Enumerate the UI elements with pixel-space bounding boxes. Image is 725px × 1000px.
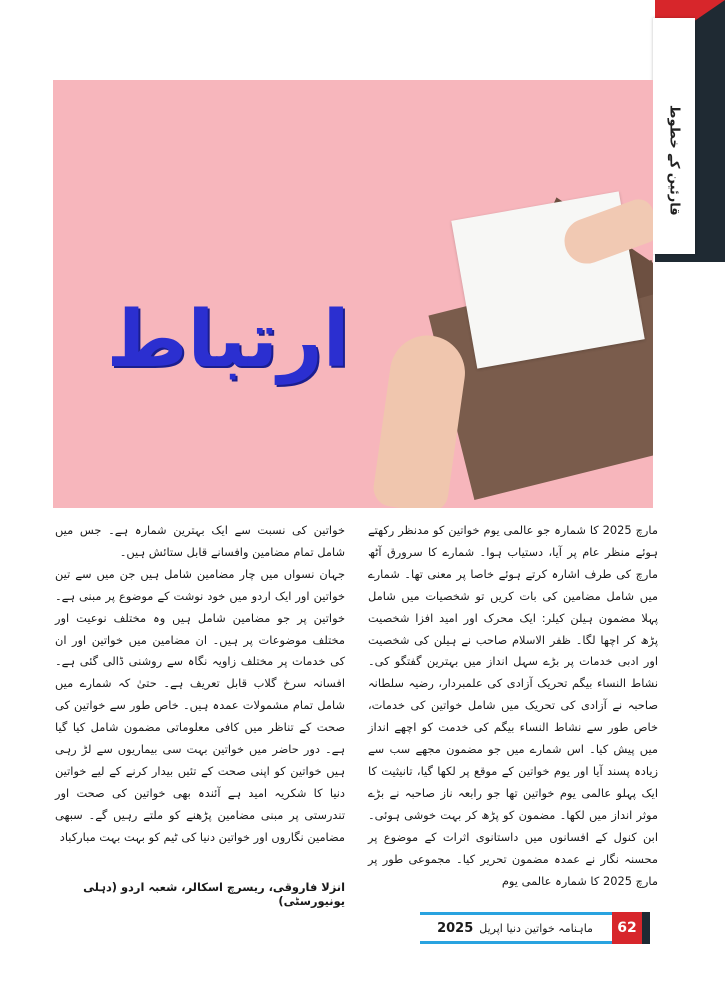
author-signature: انزلا فاروقی، ریسرچ اسکالر، شعبہ اردو (دہلی یونیورسٹی) [83, 880, 345, 908]
paragraph: خواتین کی نسبت سے ایک بہترین شمارہ ہے۔ جس میں شامل تمام مضامین وافسانے قابل ستائش ہیں۔ [55, 523, 345, 559]
footer-magazine-name: ماہنامہ خواتین دنیا اپریل [479, 921, 593, 935]
hero-title: ارتباط [106, 295, 350, 385]
footer-year: 2025 [437, 920, 474, 936]
paragraph: مارچ 2025 کا شمارہ جو عالمی یوم خواتین کو مدنظر رکھتے ہوئے منظر عام پر آیا، دستیاب ہوا۔ شمارے کا سرورق آٹھ مارچ کی طرف اشارہ کرتے ہوئے خاصا پر معنی تھا۔ شمارے میں شامل مضامین کی بات کریں تو شخصیات میں شامل پہلا مضمون ہیلن کیلر: ایک محرک اور امید افزا شخصیت پڑھ کر اچھا لگا۔ ظفر الاسلام صاحب نے ہیلن کی شخصیت اور ادبی خدمات پر بڑے سہل انداز میں بہترین گفتگو کی۔ نشاط النساء بیگم تحریک آزادی کی علمبردار، رضیہ سلطانہ صاحبہ نے آزادی کی تحریک میں شامل خواتین کی خدمات، خاص طور سے نشاط النساء بیگم کی خدمت کو اچھے انداز میں پیش کیا۔ اس شمارے میں جو مضمون مجھے سب سے زیادہ پسند آیا اور یوم خواتین کے موقع پر لکھا گیا، تانیثیت کا ایک پہلو عالمی یوم خواتین تھا جو رابعہ ناز صاحبہ نے بڑے موثر انداز میں لکھا۔ مضمون کو پڑھ کر بہت خوشی ہوئی۔ ابن کنول کے افسانوں میں داستانوی اثرات کے موضوع پر محسنہ نگار نے عمدہ مضمون تحریر کیا۔ مجموعی طور پر مارچ 2025 کا شمارہ عالمی یوم [368, 523, 659, 888]
page-number: 62 [612, 912, 642, 944]
footer-magazine [420, 914, 610, 942]
hand-left [371, 331, 470, 508]
article-column-right [368, 520, 658, 892]
hero-image [53, 80, 653, 508]
paragraph: جہان نسواں میں چار مضامین شامل ہیں جن میں سے تین خواتین اور ایک اردو میں خود نوشت کے موضوع پر مبنی ہے۔ خواتین پر جو مضامین شامل ہیں وہ مختلف نوعیت اور مختلف موضوعات پر ہیں۔ ان مضامین میں خواتین اور ان کی خدمات پر مختلف زاویہ نگاہ سے روشنی ڈالی گئی ہے۔ افسانہ سرخ گلاب قابل تعریف ہے۔ حتیٰ کہ شمارے میں شامل تمام مشمولات عمدہ ہیں۔ خاص طور سے خواتین کی صحت کے تناظر میں کافی معلوماتی مضمون شامل کیا گیا ہے۔ دور حاضر میں خواتین بہت سی بیماریوں سے لڑ رہی ہیں خواتین کو اپنی صحت کے تئیں بیدار کرنے کے لیے خواتین دنیا کا شکریہ امید ہے آئندہ بھی خواتین کی صحت اور تندرستی پر مبنی مضامین پڑھنے کو ملتے رہیں گے۔ سبھی مضامین نگاروں اور خواتین دنیا کی ٹیم کو بہت بہت مبارکباد [55, 566, 345, 844]
footer-dark-block [642, 912, 650, 944]
article-column-left [55, 520, 345, 849]
section-label: قارئین کے خطوط [666, 104, 682, 216]
